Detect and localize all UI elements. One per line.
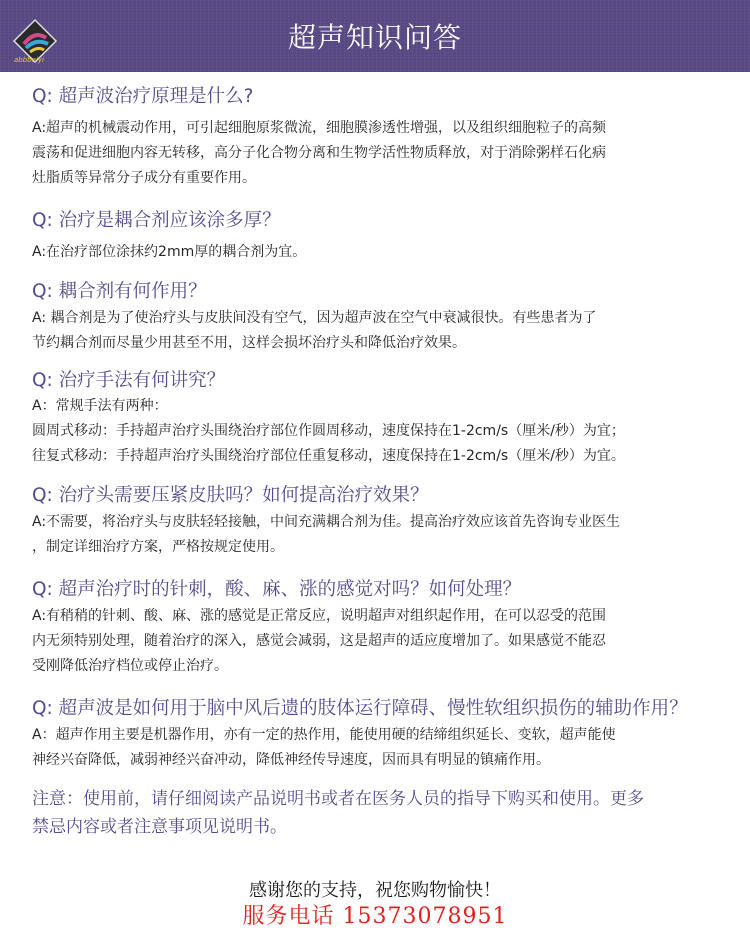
question: Q: 治疗是耦合剂应该涂多厚？ — [32, 210, 281, 231]
notice-line: 注意：使用前，请仔细阅读产品说明书或者在医务人员的指导下购买和使用。更多 — [32, 789, 644, 809]
answer-line: A: 耦合剂是为了使治疗头与皮肤间没有空气，因为超声波在空气中衰减很快。有些患者为了 — [32, 310, 597, 326]
answer-line: A：常规手法有两种： — [32, 398, 168, 414]
header-banner — [0, 0, 750, 72]
answer — [32, 604, 722, 679]
notice — [32, 785, 722, 841]
question: Q: 治疗头需要压紧皮肤吗？如何提高治疗效果？ — [32, 485, 429, 506]
qa-item — [32, 696, 722, 773]
notice-line: 禁忌内容或者注意事项见说明书。 — [32, 817, 287, 837]
answer — [32, 723, 722, 773]
answer-line: 节约耦合剂而尽量少用甚至不用，这样会损坏治疗头和降低治疗效果。 — [32, 335, 466, 351]
qa-item — [32, 279, 722, 356]
answer-line: 往复式移动：手持超声治疗头围绕治疗部位任重复移动，速度保持在1-2cm/s（厘米/秒）为宜。 — [32, 448, 625, 464]
answer-line: 灶脂质等异常分子成分有重要作用。 — [32, 170, 256, 186]
answer-line: 内无须特别处理，随着治疗的深入，感觉会减弱，这是超声的适应度增加了。如果感觉不能忍 — [32, 633, 606, 649]
question: Q: 超声波治疗原理是什么? — [32, 86, 254, 107]
logo-text: abbbeiyi — [14, 56, 44, 64]
answer-line: ，制定详细治疗方案，严格按规定使用。 — [32, 539, 284, 555]
answer — [32, 306, 722, 356]
answer — [32, 240, 722, 265]
thanks-message: 感谢您的支持，祝您购物愉快！ — [249, 880, 501, 901]
page-title: 超声知识问答 — [287, 21, 462, 54]
answer-line: 震荡和促进细胞内容无转移，高分子化合物分离和生物学活性物质释放，对于消除粥样石化病 — [32, 145, 606, 161]
qa-item — [32, 368, 722, 469]
answer — [32, 510, 722, 560]
answer-line: A：超声作用主要是机器作用，亦有一定的热作用，能使用硬的结缔组织延长、变软，超声能使 — [32, 727, 616, 743]
answer — [32, 394, 722, 469]
question: Q: 超声波是如何用于脑中风后遗的肢体运行障碍、慢性软组织损伤的辅助作用？ — [32, 698, 688, 719]
answer-line: 受刚降低治疗档位或停止治疗。 — [32, 658, 228, 674]
answer-line: 圆周式移动：手持超声治疗头围绕治疗部位作圆周移动，速度保持在1-2cm/s（厘米/秒）为宜； — [32, 423, 625, 439]
question: Q: 超声治疗时的针刺，酸、麻、涨的感觉对吗？如何处理？ — [32, 579, 522, 600]
service-phone: 服务电话 15373078951 — [242, 904, 508, 929]
qa-item — [32, 577, 722, 679]
qa-item — [32, 84, 722, 191]
answer-line: A:不需要，将治疗头与皮肤轻轻接触，中间充满耦合剂为佳。提高治疗效应该首先咨询专业医生 — [32, 514, 621, 530]
question: Q: 耦合剂有何作用？ — [32, 281, 207, 302]
qa-content — [32, 84, 722, 841]
answer-line: A:超声的机械震动作用，可引起细胞原浆微流，细胞膜渗透性增强，以及组织细胞粒子的高频 — [32, 120, 607, 136]
question: Q: 治疗手法有何讲究？ — [32, 370, 226, 391]
answer-line: 神经兴奋降低，减弱神经兴奋冲动，降低神经传导速度，因而具有明显的镇痛作用。 — [32, 752, 550, 768]
qa-item — [32, 208, 722, 265]
qa-item — [32, 483, 722, 560]
answer-line: A:有稍稍的针刺、酸、麻、涨的感觉是正常反应，说明超声对组织起作用，在可以忍受的范围 — [32, 608, 607, 624]
answer — [32, 116, 722, 191]
answer-line: A:在治疗部位涂抹约2mm厚的耦合剂为宜。 — [32, 244, 307, 260]
